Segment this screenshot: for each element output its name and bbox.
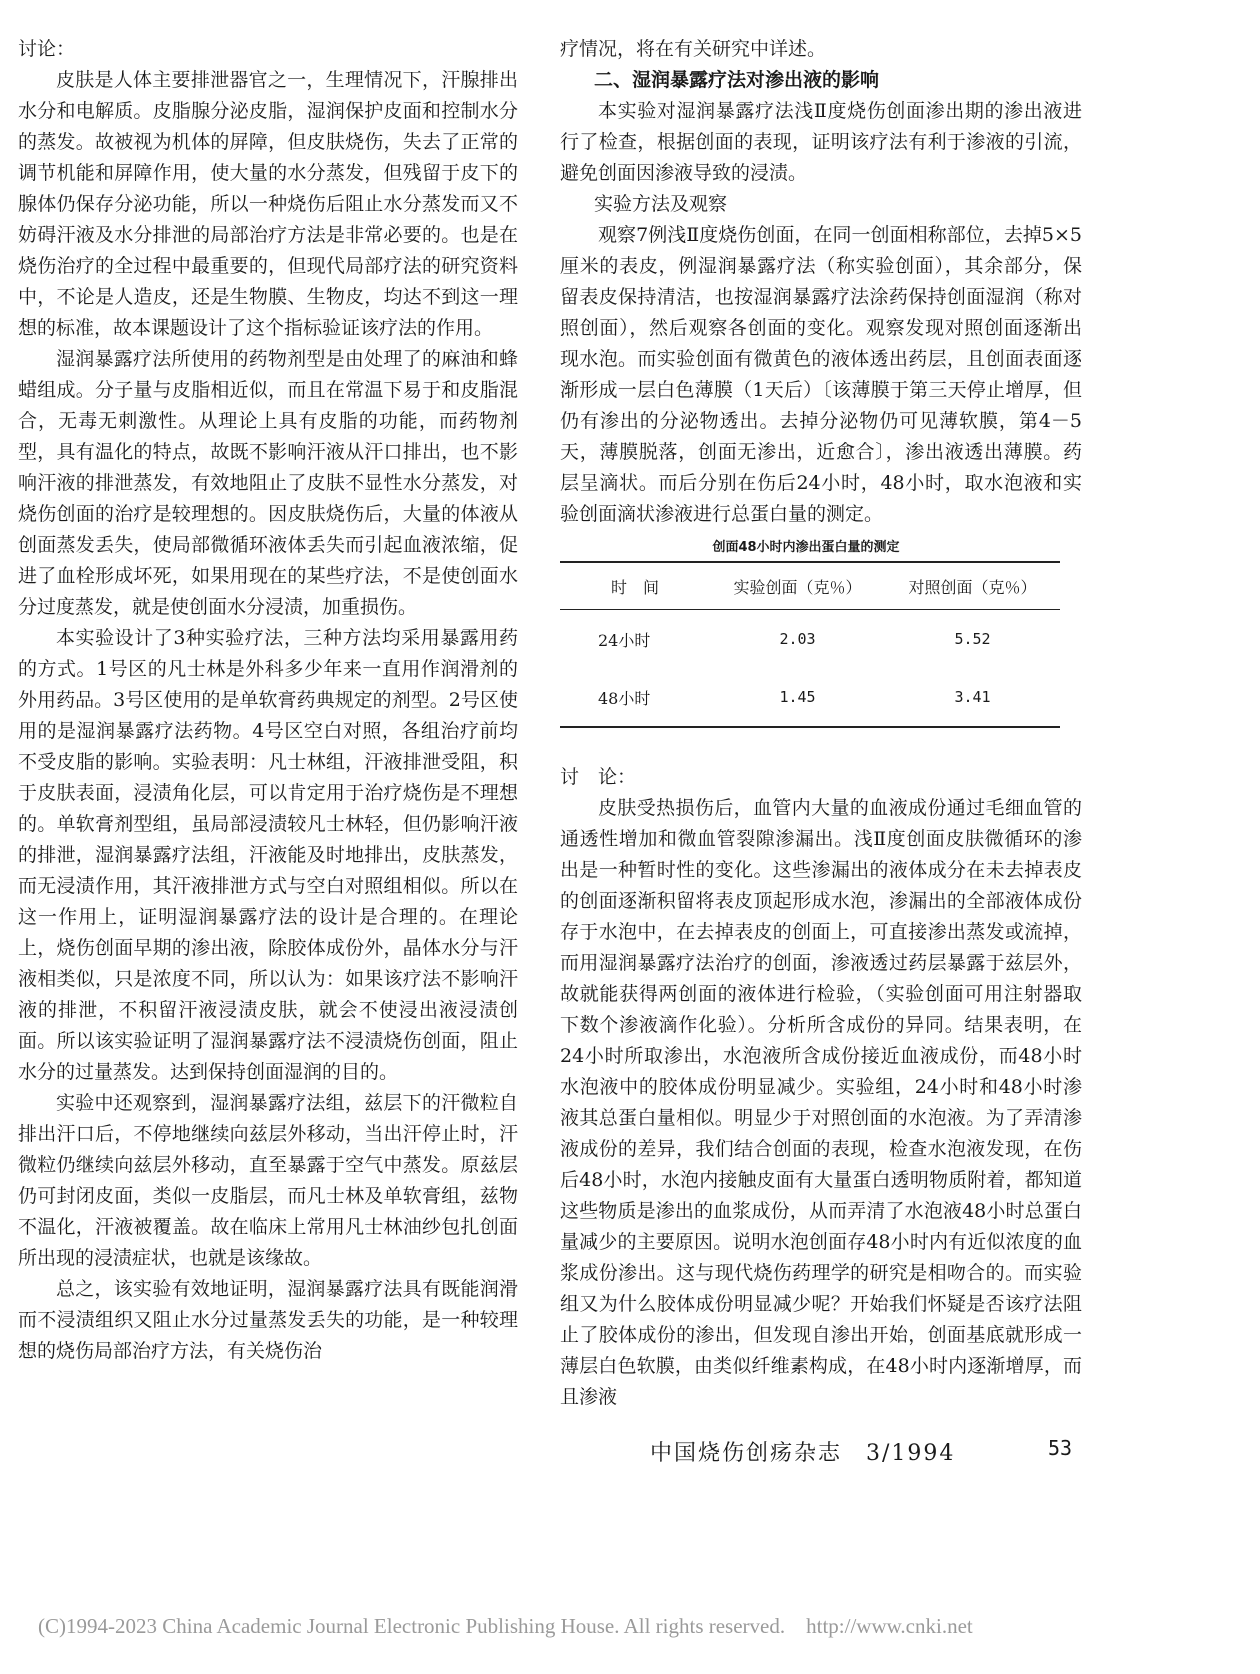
- table-header: 时 间: [560, 562, 710, 610]
- table-cell: 24小时: [598, 630, 651, 650]
- table-cell: 48小时: [560, 668, 710, 727]
- right-column: [560, 34, 1082, 1413]
- table-cell: 3.41: [885, 668, 1060, 727]
- page-number: 53: [1048, 1436, 1073, 1460]
- paragraph: 皮肤是人体主要排泄器官之一，生理情况下，汗腺排出水分和电解质。皮脂腺分泌皮脂，湿润保护皮面和控制水分的蒸发。故被视为机体的屏障，但皮肤烧伤，失去了正常的调节机能和屏障作用，使大量的水分蒸发，但残留于皮下的腺体仍保存分泌功能，所以一种烧伤后阻止水分蒸发而又不妨碍汗液及水分排泄的局部治疗方法是非常必要的。也是在烧伤治疗的全过程中最重要的，但现代局部疗法的研究资料中，不论是人造皮，还是生物膜、生物皮，均达不到这一理想的标准，故本课题设计了这个指标验证该疗法的作用。: [18, 69, 518, 339]
- paragraph: 湿润暴露疗法所使用的药物剂型是由处理了的麻油和蜂蜡组成。分子量与皮脂相近似，而且在常温下易于和皮脂混合，无毒无刺激性。从理论上具有皮脂的功能，而药物剂型，具有温化的特点，故既不影响汗液从汗口排出，也不影响汗液的排泄蒸发，有效地阻止了皮肤不显性水分蒸发，对烧伤创面的治疗是较理想的。因皮肤烧伤后，大量的体液从创面蒸发丢失，使局部微循环液体丢失而引起血液浓缩，促进了血栓形成坏死，如果用现在的某些疗法，不是使创面水分过度蒸发，就是使创面水分浸渍，加重损伤。: [18, 348, 518, 618]
- method-text: 观察7例浅Ⅱ度烧伤创面，在同一创面相称部位，去掉5×5厘米的表皮，例湿润暴露疗法（称实验创面），其余部分，保留表皮保持清洁，也按湿润暴露疗法涂药保持创面湿润（称对照创面），然后观察各创面的变化。观察发现对照创面逐渐出现水泡。而实验创面有微黄色的液体透出药层，且创面表面逐渐形成一层白色薄膜（1天后）〔该薄膜于第三天停止增厚，但仍有渗出的分泌物透出。去掉分泌物仍可见薄软膜，第4－5天，薄膜脱落，创面无渗出，近愈合〕，渗出液透出薄膜。药层呈滴状。而后分别在伤后24小时，48小时，取水泡液和实验创面滴状渗液进行总蛋白量的测定。: [560, 224, 1082, 525]
- section-title: 二、湿润暴露疗法对渗出液的影响: [594, 69, 880, 91]
- table-cell: 1.45: [710, 668, 885, 727]
- journal-footer: 中国烧伤创疡杂志 3/1994: [650, 1441, 956, 1466]
- table-row: [560, 610, 1060, 669]
- table-cell: 2.03: [779, 630, 816, 648]
- paragraph: 本实验设计了3种实验疗法，三种方法均采用暴露用药的方式。1号区的凡士林是外科多少年来一直用作润滑剂的外用药品。3号区使用的是单软膏药典规定的剂型。2号区使用的是湿润暴露疗法药物。4号区空白对照，各组治疗前均不受皮脂的影响。实验表明：凡士林组，汗液排泄受阻，积于皮肤表面，浸渍角化层，可以肯定用于治疗烧伤是不理想的。单软膏剂型组，虽局部浸渍较凡士林轻，但仍影响汗液的排泄，湿润暴露疗法组，汗液能及时地排出，皮肤蒸发，而无浸渍作用，其汗液排泄方式与空白对照组相似。所以在这一作用上，证明湿润暴露疗法的设计是合理的。在理论上，烧伤创面早期的渗出液，除胶体成份外，晶体水分与汗液相类似，只是浓度不同，所以认为：如果该疗法不影响汗液的排泄，不积留汗液浸渍皮肤，就会不使浸出液浸渍创面。所以该实验证明了湿润暴露疗法不浸渍烧伤创面，阻止水分的过量蒸发。达到保持创面湿润的目的。: [18, 627, 518, 1083]
- table-header-row: [560, 562, 1060, 610]
- table-header: 实验创面（克％）: [710, 562, 885, 610]
- section-intro: 本实验对湿润暴露疗法浅Ⅱ度烧伤创面渗出期的渗出液进行了检查，根据创面的表现，证明该疗法有利于渗液的引流，避免创面因渗液导致的浸渍。: [560, 100, 1082, 184]
- discussion-heading-2: 讨 论：: [560, 766, 637, 788]
- table-cell: 5.52: [954, 630, 991, 648]
- discussion-heading: 讨论：: [18, 38, 76, 60]
- continuation-text: 疗情况，将在有关研究中详述。: [560, 38, 827, 60]
- table-title: 创面48小时内渗出蛋白量的测定: [712, 540, 900, 555]
- method-title: 实验方法及观察: [594, 193, 728, 215]
- protein-table: [560, 561, 1060, 728]
- table-row: [560, 668, 1060, 727]
- discussion-text: 皮肤受热损伤后，血管内大量的血液成份通过毛细血管的通透性增加和微血管裂隙渗漏出。浅Ⅱ度创面皮肤微循环的渗出是一种暂时性的变化。这些渗漏出的液体成分在未去掉表皮的创面逐渐积留将表皮顶起形成水泡，渗漏出的全部液体成份存于水泡中，在去掉表皮的创面上，可直接渗出蒸发或流掉，而用湿润暴露疗法治疗的创面，渗液透过药层暴露于兹层外，故就能获得两创面的液体进行检验，（实验创面可用注射器取下数个渗液滴作化验）。分析所含成份的异同。结果表明，在24小时所取渗出，水泡液所含成份接近血液成份，而48小时水泡液中的胶体成份明显减少。实验组，24小时和48小时渗液其总蛋白量相似。明显少于对照创面的水泡液。为了弄清渗液成份的差异，我们结合创面的表现，检查水泡液发现，在伤后48小时，水泡内接触皮面有大量蛋白透明物质附着，都知道这些物质是渗出的血浆成份，从而弄清了水泡液48小时总蛋白量减少的主要原因。说明水泡创面存48小时内有近似浓度的血浆成份渗出。这与现代烧伤药理学的研究是相吻合的。而实验组又为什么胶体成份明显减少呢？开始我们怀疑是否该疗法阻止了胶体成份的渗出，但发现自渗出开始，创面基底就形成一薄层白色软膜，由类似纤维素构成，在48小时内逐渐增厚，而且渗液: [560, 797, 1082, 1408]
- left-column: [18, 34, 518, 1367]
- paragraph: 总之，该实验有效地证明，湿润暴露疗法具有既能润滑而不浸渍组织又阻止水分过量蒸发丢失的功能，是一种较理想的烧伤局部治疗方法，有关烧伤治: [18, 1278, 518, 1362]
- paragraph: 实验中还观察到，湿润暴露疗法组，兹层下的汗微粒自排出汗口后，不停地继续向兹层外移动，当出汗停止时，汗微粒仍继续向兹层外移动，直至暴露于空气中蒸发。原兹层仍可封闭皮面，类似一皮脂层，而凡士林及单软膏组，兹物不温化，汗液被覆盖。故在临床上常用凡士林油纱包扎创面所出现的浸渍症状，也就是该缘故。: [18, 1092, 518, 1269]
- copyright-notice: (C)1994-2023 China Academic Journal Electronic Publishing House. All rights reserved. http://www.cnki.net: [38, 1614, 973, 1638]
- table-header: 对照创面（克％）: [885, 562, 1060, 610]
